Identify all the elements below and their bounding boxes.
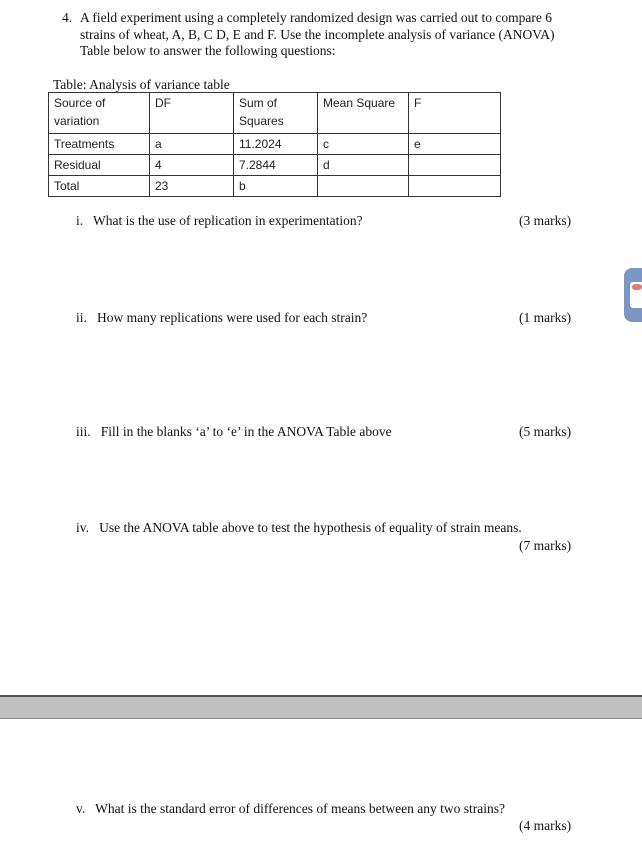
subquestion-text: Fill in the blanks ‘a’ to ‘e’ in the ANOVA Table above <box>100 424 392 439</box>
table-header-row <box>49 93 501 134</box>
cell: 4 <box>150 155 234 176</box>
table-caption: Table: Analysis of variance table <box>53 77 230 92</box>
question-number: 4. <box>62 10 73 25</box>
subquestion-text: Use the ANOVA table above to test the hypothesis of equality of strain means. <box>99 520 522 535</box>
cell: a <box>150 134 234 155</box>
side-panel-tab-icon[interactable] <box>624 268 642 322</box>
subquestion-text: What is the standard error of differences of means between any two strains? <box>95 801 505 816</box>
cell <box>409 176 501 197</box>
cell: 7.2844 <box>234 155 318 176</box>
subquestion-iv <box>76 520 522 536</box>
subquestion-label: ii. <box>76 310 87 325</box>
header-df: DF <box>150 93 234 134</box>
cell <box>409 155 501 176</box>
table-row <box>49 155 501 176</box>
subquestion-text: What is the use of replication in experimentation? <box>93 213 363 228</box>
anova-table <box>48 92 501 197</box>
cell: c <box>318 134 409 155</box>
header-source: Source of variation <box>49 93 150 134</box>
cell: Total <box>49 176 150 197</box>
question-4 <box>62 10 602 60</box>
page-separator-bar <box>0 695 642 719</box>
cell: e <box>409 134 501 155</box>
table-row <box>49 176 501 197</box>
marks: (1 marks) <box>519 310 572 325</box>
question-text <box>80 10 602 60</box>
marks: (5 marks) <box>519 424 572 439</box>
header-f: F <box>409 93 501 134</box>
question-line-3: Table below to answer the following questions: <box>80 43 336 58</box>
cell: Treatments <box>49 134 150 155</box>
marks: (3 marks) <box>519 213 572 228</box>
subquestion-iii <box>76 424 392 440</box>
header-mean-square: Mean Square <box>318 93 409 134</box>
table-row <box>49 134 501 155</box>
subquestion-label: iv. <box>76 520 89 535</box>
subquestion-ii <box>76 310 367 326</box>
subquestion-i <box>76 213 363 229</box>
cell: d <box>318 155 409 176</box>
subquestion-label: iii. <box>76 424 91 439</box>
cell: 23 <box>150 176 234 197</box>
marks: (4 marks) <box>519 818 572 833</box>
marks: (7 marks) <box>519 538 572 553</box>
cell: 11.2024 <box>234 134 318 155</box>
cell: b <box>234 176 318 197</box>
question-line-1: A field experiment using a completely randomized design was carried out to compare 6 <box>80 10 552 25</box>
cell <box>318 176 409 197</box>
subquestion-v <box>76 801 505 817</box>
subquestion-text: How many replications were used for each strain? <box>97 310 368 325</box>
header-sum-of-squares: Sum of Squares <box>234 93 318 134</box>
cell: Residual <box>49 155 150 176</box>
subquestion-label: i. <box>76 213 84 228</box>
subquestion-label: v. <box>76 801 86 816</box>
question-line-2: strains of wheat, A, B, C D, E and F. Use the incomplete analysis of variance (ANOVA) <box>80 26 555 42</box>
